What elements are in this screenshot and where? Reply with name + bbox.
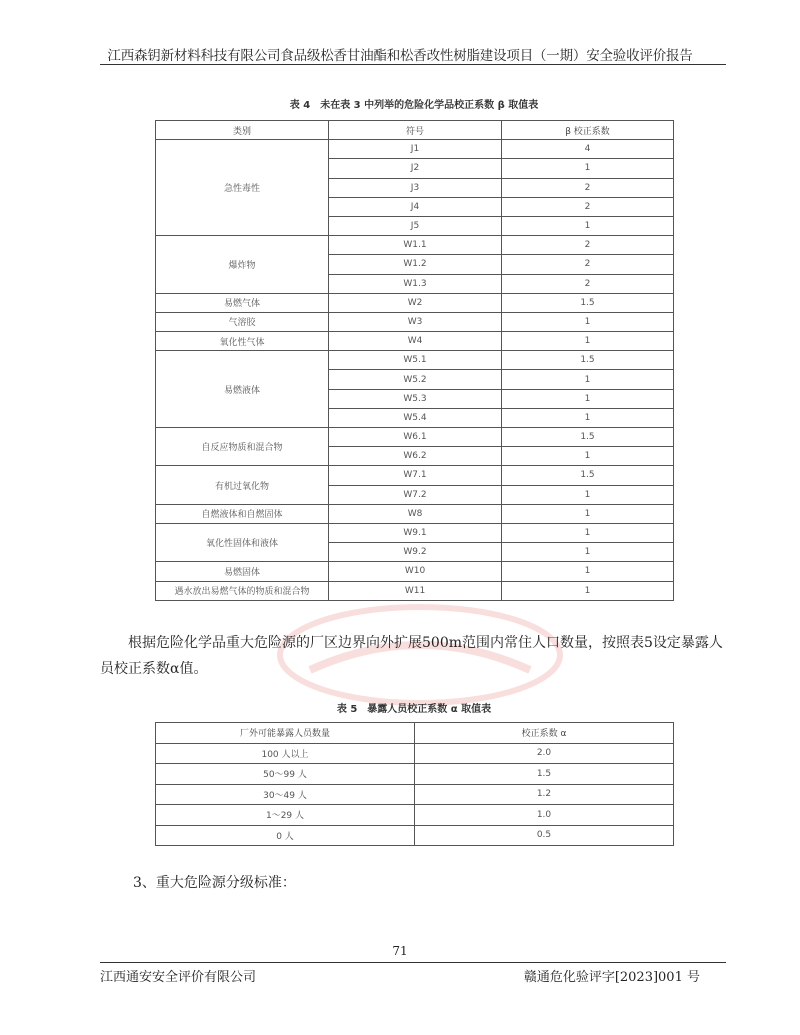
table-row — [156, 293, 674, 312]
table-row — [156, 581, 674, 600]
symbol-cell: W5.1 — [329, 351, 502, 370]
table-row — [156, 140, 674, 159]
table-row — [156, 236, 674, 255]
people-count-cell: 30～49 人 — [156, 784, 415, 805]
table4-caption: 表 4 未在表 3 中列举的危险化学品校正系数 β 取值表 — [289, 100, 539, 111]
symbol-cell: W2 — [329, 293, 502, 312]
category-cell: 遇水放出易燃气体的物质和混合物 — [156, 581, 329, 600]
footer-document-number: 赣通危化验评字[2023]001 号 — [523, 970, 700, 985]
table4-header-category: 类别 — [156, 121, 329, 140]
beta-value-cell: 1.5 — [502, 293, 674, 312]
beta-value-cell: 2 — [502, 255, 674, 274]
symbol-cell: W3 — [329, 312, 502, 331]
symbol-cell: W1.1 — [329, 236, 502, 255]
symbol-cell: W1.2 — [329, 255, 502, 274]
category-cell: 有机过氧化物 — [156, 466, 329, 504]
table-row — [156, 504, 674, 523]
symbol-cell: W6.1 — [329, 428, 502, 447]
category-cell: 爆炸物 — [156, 236, 329, 294]
beta-value-cell: 1.5 — [502, 351, 674, 370]
symbol-cell: W1.3 — [329, 274, 502, 293]
table5-body — [156, 743, 674, 846]
people-count-cell: 1～29 人 — [156, 805, 415, 826]
beta-value-cell: 1 — [502, 332, 674, 351]
symbol-cell: J1 — [329, 140, 502, 159]
report-header-title: 江西森钥新材料科技有限公司食品级松香甘油酯和松香改性树脂建设项目（一期）安全验收评价报告 — [107, 48, 693, 64]
body-paragraph — [100, 630, 726, 682]
beta-value-cell: 1 — [502, 370, 674, 389]
paragraph-text: 根据危险化学品重大危险源的厂区边界向外扩展500m范围内常住人口数量，按照表5设定暴露人员校正系数α值。 — [100, 635, 723, 677]
beta-value-cell: 1 — [502, 159, 674, 178]
beta-value-cell: 2 — [502, 236, 674, 255]
alpha-value-cell: 0.5 — [415, 825, 674, 846]
alpha-value-cell: 1.5 — [415, 764, 674, 785]
symbol-cell: W10 — [329, 562, 502, 581]
beta-value-cell: 1 — [502, 543, 674, 562]
beta-value-cell: 1 — [502, 485, 674, 504]
table5-header-people: 厂外可能暴露人员数量 — [156, 723, 415, 744]
page-number: 71 — [392, 944, 408, 958]
symbol-cell: W9.2 — [329, 543, 502, 562]
beta-value-cell: 1.5 — [502, 466, 674, 485]
table4-header-beta: β 校正系数 — [502, 121, 674, 140]
table-row — [156, 332, 674, 351]
section-heading: 3、重大危险源分级标准： — [133, 875, 296, 891]
symbol-cell: J2 — [329, 159, 502, 178]
table-row — [156, 351, 674, 370]
table-row — [156, 825, 674, 846]
table-row — [156, 312, 674, 331]
beta-value-cell: 1 — [502, 447, 674, 466]
table-row — [156, 764, 674, 785]
symbol-cell: J5 — [329, 216, 502, 235]
table4-header-row — [156, 121, 674, 140]
category-cell: 氧化性固体和液体 — [156, 523, 329, 561]
category-cell: 气溶胶 — [156, 312, 329, 331]
symbol-cell: W8 — [329, 504, 502, 523]
table5-caption: 表 5 暴露人员校正系数 α 取值表 — [336, 704, 492, 715]
beta-value-cell: 2 — [502, 178, 674, 197]
beta-value-cell: 2 — [502, 197, 674, 216]
symbol-cell: W9.1 — [329, 523, 502, 542]
people-count-cell: 50～99 人 — [156, 764, 415, 785]
table-row — [156, 784, 674, 805]
footer-company: 江西通安安全评价有限公司 — [100, 970, 257, 985]
people-count-cell: 100 人以上 — [156, 743, 415, 764]
beta-value-cell: 1.5 — [502, 428, 674, 447]
category-cell: 易燃液体 — [156, 351, 329, 428]
symbol-cell: W5.3 — [329, 389, 502, 408]
table5-alpha-coefficients — [155, 722, 674, 846]
table5-header-alpha: 校正系数 α — [415, 723, 674, 744]
symbol-cell: W11 — [329, 581, 502, 600]
table5-header-row — [156, 723, 674, 744]
symbol-cell: W4 — [329, 332, 502, 351]
table-row — [156, 743, 674, 764]
category-cell: 氧化性气体 — [156, 332, 329, 351]
beta-value-cell: 1 — [502, 581, 674, 600]
beta-value-cell: 1 — [502, 216, 674, 235]
symbol-cell: W5.4 — [329, 408, 502, 427]
header-divider — [100, 64, 726, 65]
symbol-cell: W6.2 — [329, 447, 502, 466]
table-row — [156, 428, 674, 447]
category-cell: 自燃液体和自燃固体 — [156, 504, 329, 523]
symbol-cell: J3 — [329, 178, 502, 197]
footer-divider — [100, 962, 726, 963]
category-cell: 急性毒性 — [156, 140, 329, 236]
beta-value-cell: 1 — [502, 523, 674, 542]
alpha-value-cell: 1.0 — [415, 805, 674, 826]
table4-body — [156, 140, 674, 601]
table-row — [156, 466, 674, 485]
alpha-value-cell: 1.2 — [415, 784, 674, 805]
beta-value-cell: 1 — [502, 312, 674, 331]
beta-value-cell: 1 — [502, 389, 674, 408]
category-cell: 自反应物质和混合物 — [156, 428, 329, 466]
table4-beta-coefficients — [155, 120, 674, 601]
alpha-value-cell: 2.0 — [415, 743, 674, 764]
table-row — [156, 562, 674, 581]
beta-value-cell: 1 — [502, 504, 674, 523]
symbol-cell: W7.2 — [329, 485, 502, 504]
category-cell: 易燃固体 — [156, 562, 329, 581]
symbol-cell: J4 — [329, 197, 502, 216]
beta-value-cell: 2 — [502, 274, 674, 293]
people-count-cell: 0 人 — [156, 825, 415, 846]
table4-header-symbol: 符号 — [329, 121, 502, 140]
table-row — [156, 523, 674, 542]
beta-value-cell: 1 — [502, 562, 674, 581]
symbol-cell: W7.1 — [329, 466, 502, 485]
category-cell: 易燃气体 — [156, 293, 329, 312]
beta-value-cell: 4 — [502, 140, 674, 159]
beta-value-cell: 1 — [502, 408, 674, 427]
table-row — [156, 805, 674, 826]
symbol-cell: W5.2 — [329, 370, 502, 389]
